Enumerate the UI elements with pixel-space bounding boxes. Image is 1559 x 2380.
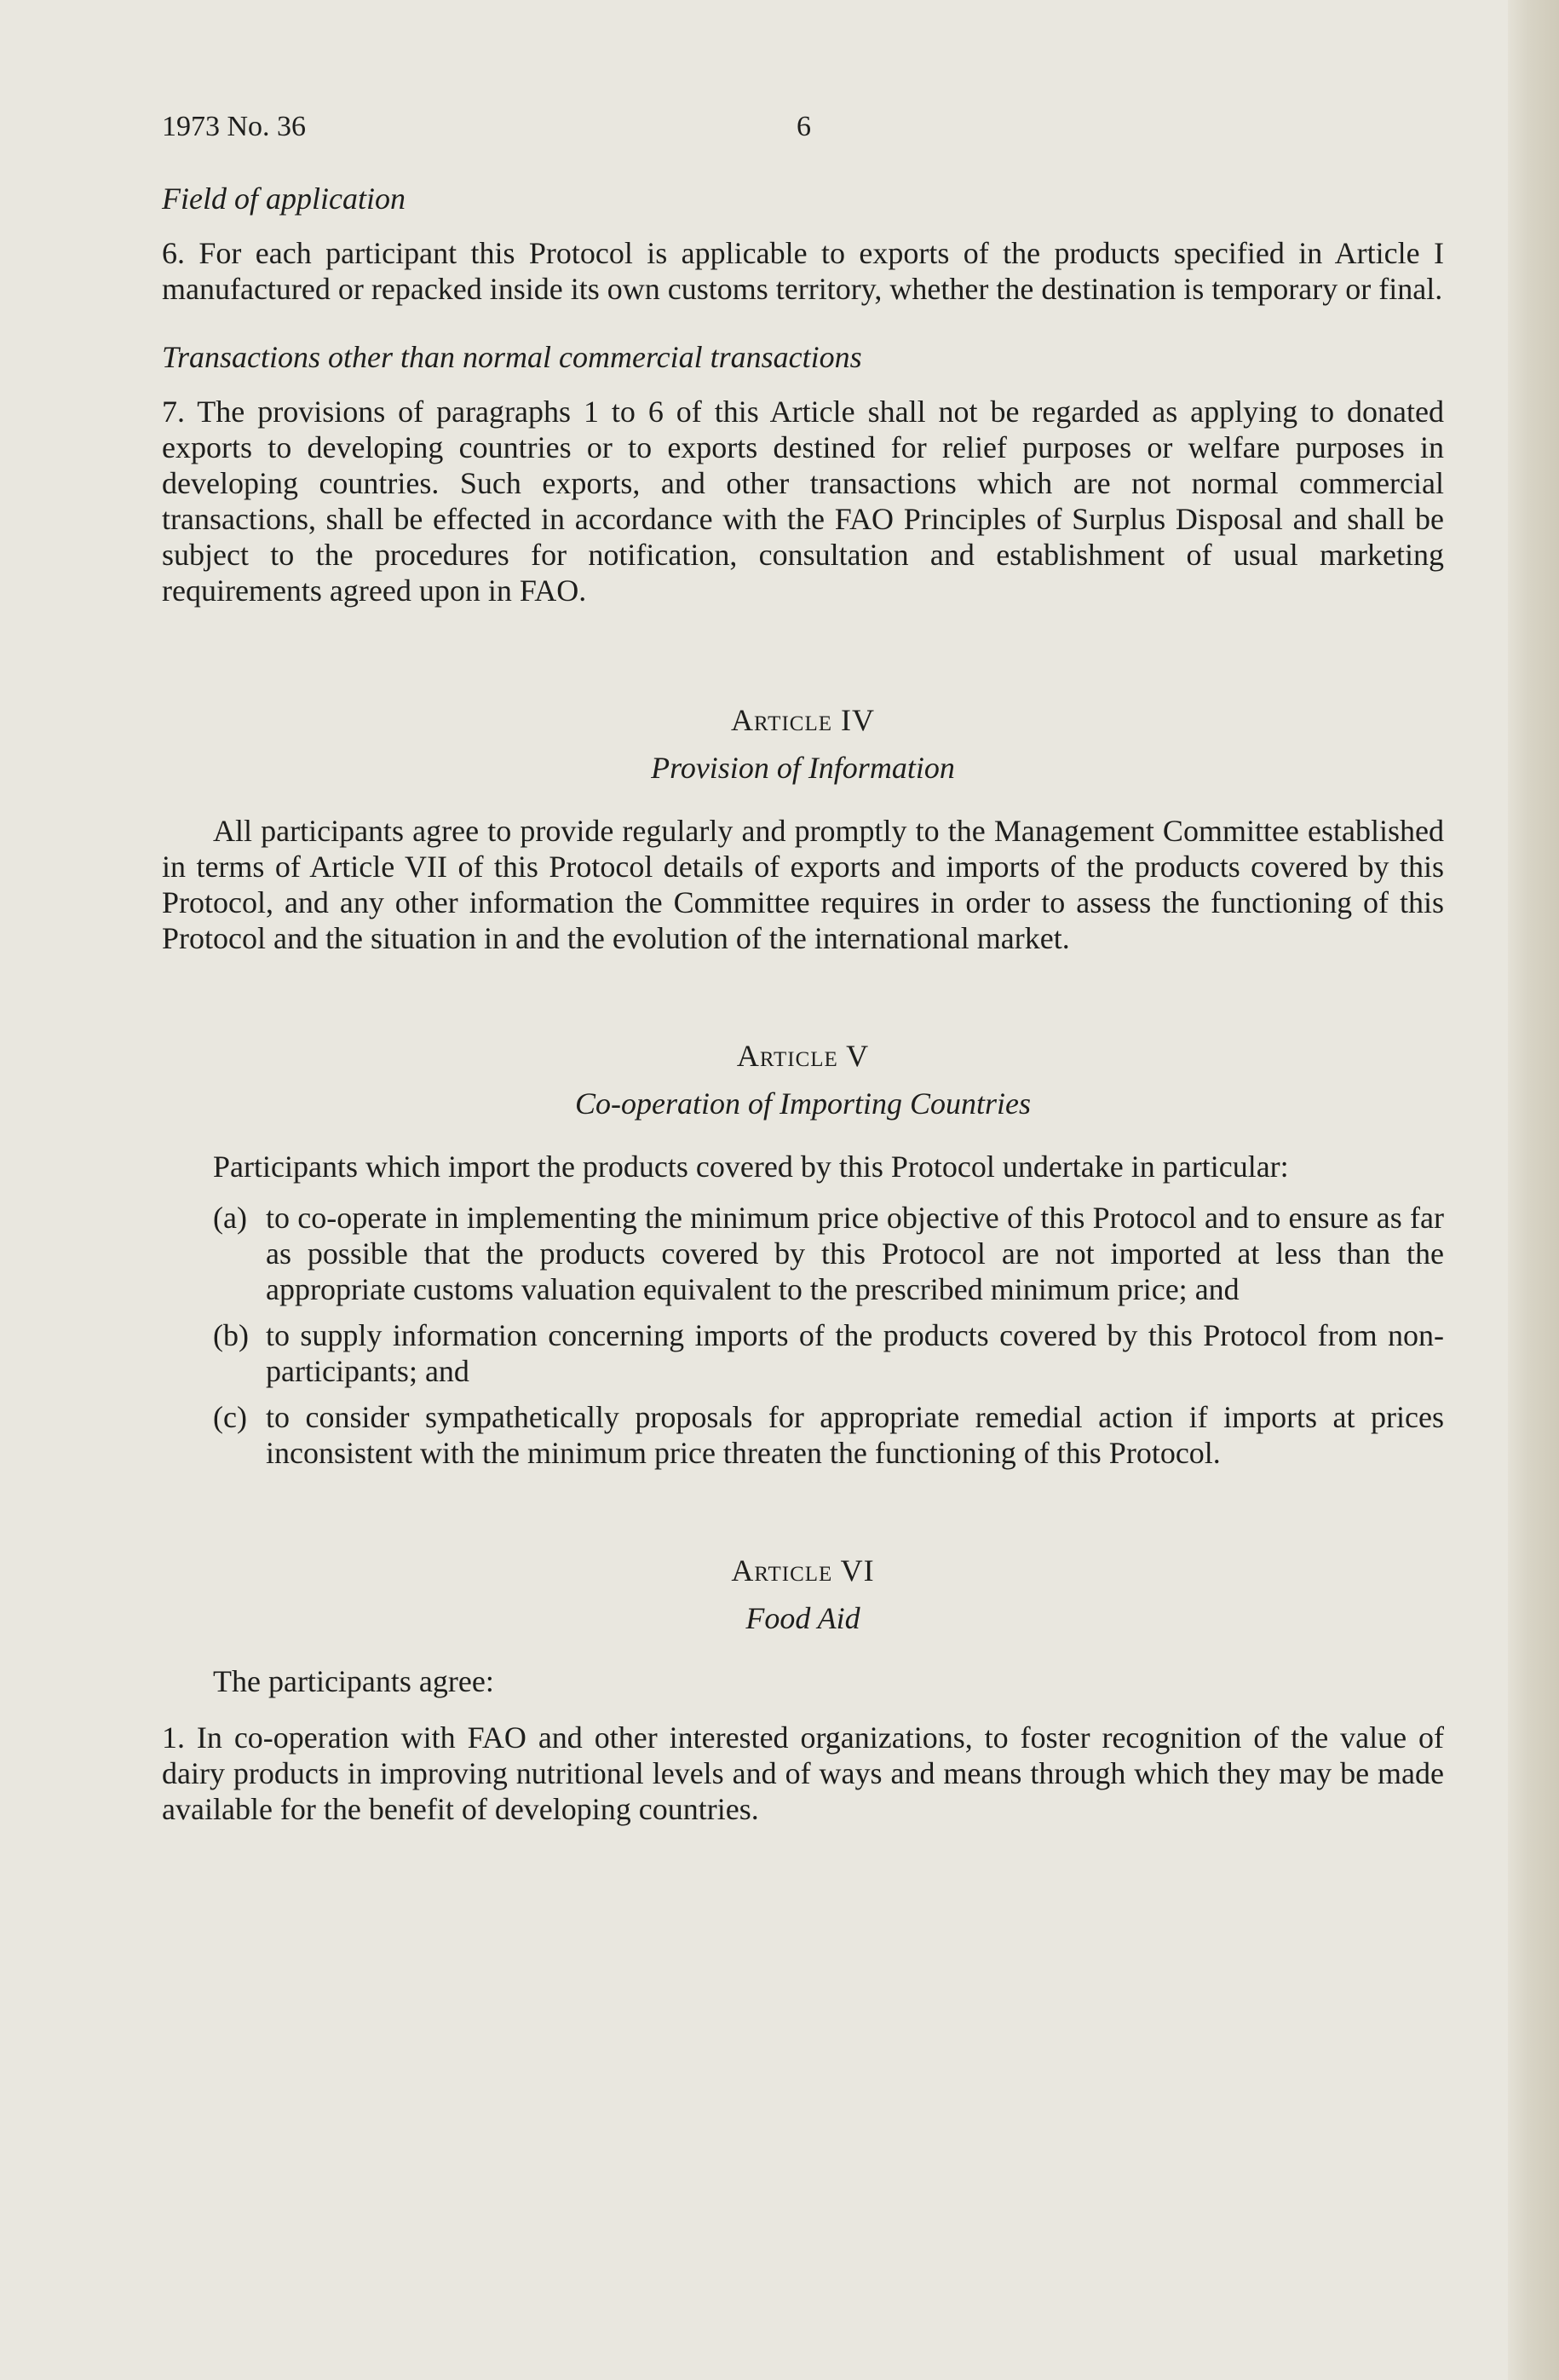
document-reference: 1973 No. 36 [162, 111, 307, 142]
page-header [162, 111, 811, 143]
article-5-intro: Participants which import the products covered by this Protocol undertake in particular: [213, 1150, 1289, 1184]
article-4-subtitle: Provision of Information [651, 751, 955, 785]
list-item-text: to consider sympathetically proposals for appropriate remedial action if imports at prices inconsistent with the minimum price threaten the functioning of this Protocol. [266, 1400, 1444, 1470]
article-6-title: Article VI [731, 1553, 875, 1588]
field-of-application-heading: Field of application [162, 182, 406, 216]
article-4-title: Article IV [731, 703, 875, 737]
article-5-list [162, 1200, 1444, 1471]
list-item-text: to co-operate in implementing the minimum price objective of this Protocol and to ensure as far as possible that the products covered by this Protocol are not imported at less than the appropriate customs valuation equivalent to the prescribed minimum price; and [266, 1201, 1444, 1306]
document-body [162, 181, 1444, 1859]
transactions-heading: Transactions other than normal commercial transactions [162, 340, 862, 374]
article-5-title: Article V [736, 1039, 870, 1073]
article-6-intro: The participants agree: [213, 1664, 494, 1698]
article-5-subtitle: Co-operation of Importing Countries [574, 1086, 1031, 1121]
list-item-text: to supply information concerning imports of the products covered by this Protocol from non-participants; and [266, 1318, 1444, 1388]
paragraph-6: 6. For each participant this Protocol is applicable to exports of the products specified in Article I manufactured or repacked inside its own customs territory, whether the destination is temporary or final. [162, 236, 1444, 306]
list-item-label: (c) [213, 1400, 247, 1434]
list-item-label: (a) [213, 1201, 247, 1235]
article-4-paragraph: All participants agree to provide regularly and promptly to the Management Committee established in terms of Article VII of this Protocol details of exports and imports of the products covered by this Protocol, and any other information the Committee requires in order to assess the functioning of this Protocol and the situation in and the evolution of the international market. [162, 814, 1444, 955]
list-item [162, 1200, 1444, 1307]
paragraph-7: 7. The provisions of paragraphs 1 to 6 of this Article shall not be regarded as applying to donated exports to developing countries or to exports destined for relief purposes or welfare purposes in developing countries. Such exports, and other transactions which are not normal commercial transactions, shall be effected in accordance with the FAO Principles of Surplus Disposal and shall be subject to the procedures for notification, consultation and establishment of usual marketing requirements agreed upon in FAO. [162, 395, 1444, 608]
list-item [162, 1399, 1444, 1471]
article-6-subtitle: Food Aid [745, 1601, 860, 1635]
article-6-paragraph-1: 1. In co-operation with FAO and other interested organizations, to foster recognition of the value of dairy products in improving nutritional levels and of ways and means through which they may be made available for the benefit of developing countries. [162, 1720, 1444, 1826]
list-item [162, 1317, 1444, 1389]
page-edge [1508, 0, 1559, 2380]
list-item-label: (b) [213, 1318, 249, 1352]
page-number: 6 [797, 111, 811, 142]
